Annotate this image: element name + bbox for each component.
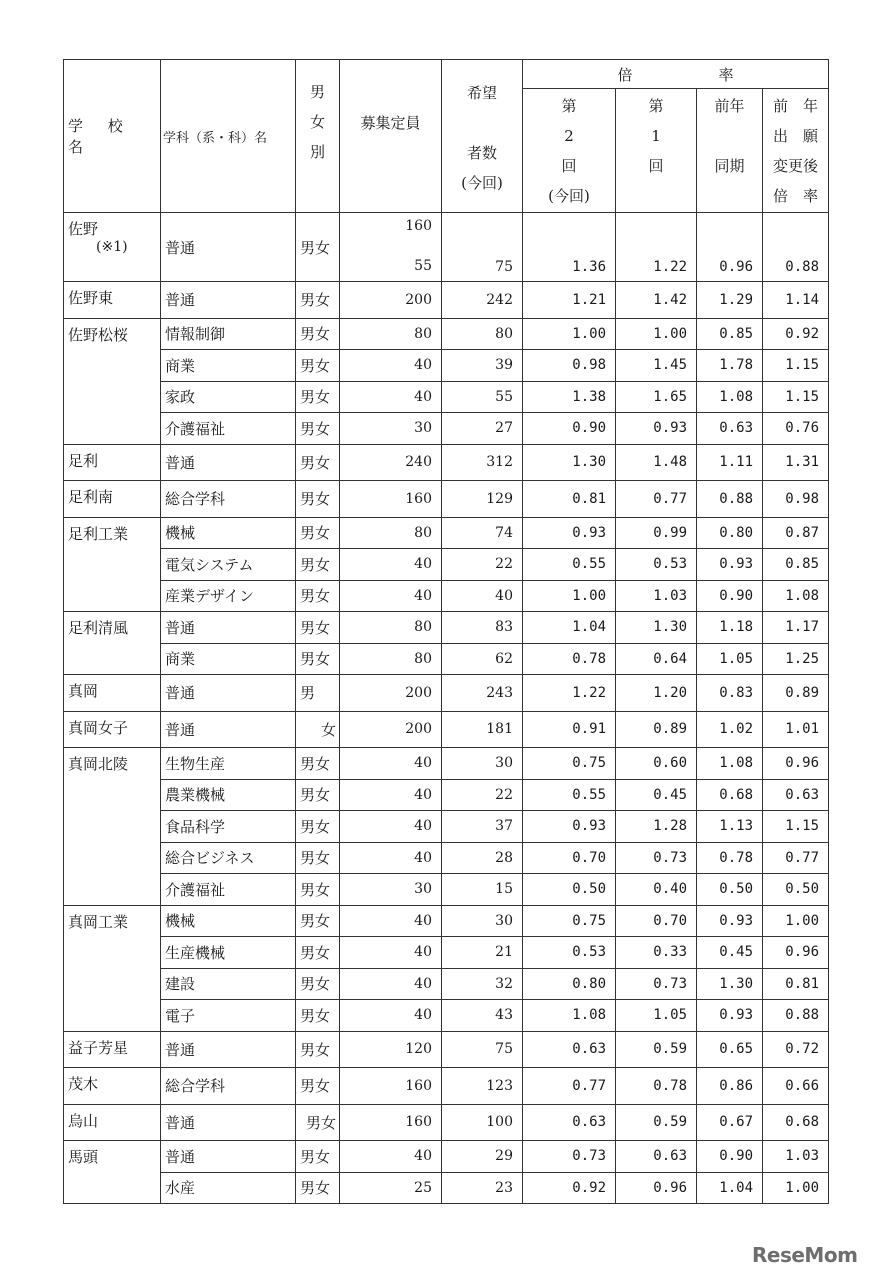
capacity-cell: 40 [340, 968, 442, 1000]
ratio-prev-cell: 1.11 [697, 444, 763, 481]
sex-cell: 男女 [296, 444, 340, 481]
ratio-round1-cell: 1.42 [616, 282, 697, 319]
sex-cell: 男女 [296, 413, 340, 445]
ratio-round2-cell: 0.78 [523, 643, 616, 675]
department-name: 産業デザイン [161, 580, 296, 612]
capacity-cell: 160 [340, 481, 442, 518]
school-name: 佐野東 [64, 282, 161, 319]
ratio-prev-cell: 0.93 [697, 1000, 763, 1032]
ratio-round2-cell: 0.90 [523, 413, 616, 445]
department-name: 電気システム [161, 549, 296, 581]
applicants-cell: 80 [442, 318, 523, 350]
capacity-cell: 240 [340, 444, 442, 481]
ratio-prev-cell: 0.90 [697, 580, 763, 612]
applicants-cell: 75 [442, 1031, 523, 1068]
ratio-round1-cell: 1.45 [616, 350, 697, 382]
applicants-cell: 40 [442, 580, 523, 612]
applicants-cell: 312 [442, 444, 523, 481]
school-name: 茂木 [64, 1068, 161, 1105]
ratio-round1-cell: 0.93 [616, 413, 697, 445]
sex-cell: 男女 [296, 350, 340, 382]
ratio-prev-after-cell: 1.15 [763, 381, 829, 413]
applicants-cell: 27 [442, 413, 523, 445]
table-row [64, 905, 829, 937]
capacity-cell: 40 [340, 549, 442, 581]
applicants-cell: 29 [442, 1141, 523, 1173]
sex-cell: 男女 [296, 1141, 340, 1173]
ratio-prev-cell: 1.13 [697, 811, 763, 843]
table-row [64, 968, 829, 1000]
ratio-round1-cell: 0.77 [616, 481, 697, 518]
ratio-round1-cell: 0.70 [616, 905, 697, 937]
table-row [64, 444, 829, 481]
sex-cell: 男女 [296, 874, 340, 906]
ratio-round1-cell: 1.22 [616, 213, 697, 282]
ratio-round1-cell: 1.48 [616, 444, 697, 481]
applicants-cell: 243 [442, 675, 523, 712]
table-row [64, 350, 829, 382]
capacity-cell: 40 [340, 1141, 442, 1173]
applicants-cell: 15 [442, 874, 523, 906]
ratio-round2-cell: 0.93 [523, 517, 616, 549]
table-body [64, 213, 829, 1204]
header-dept: 学科（系・科）名 [161, 60, 296, 213]
table-row [64, 748, 829, 780]
ratio-prev-after-cell: 0.63 [763, 779, 829, 811]
department-name: 機械 [161, 905, 296, 937]
capacity-cell: 40 [340, 905, 442, 937]
ratio-prev-cell: 1.04 [697, 1172, 763, 1204]
ratio-prev-cell: 0.45 [697, 937, 763, 969]
school-note: (※1) [96, 239, 128, 255]
table-row [64, 517, 829, 549]
applicants-cell: 242 [442, 282, 523, 319]
ratio-round1-cell: 1.05 [616, 1000, 697, 1032]
table-row [64, 549, 829, 581]
ratio-round2-cell: 0.53 [523, 937, 616, 969]
ratio-round1-cell: 0.64 [616, 643, 697, 675]
ratio-prev-after-cell: 1.01 [763, 711, 829, 748]
ratio-prev-cell: 0.88 [697, 481, 763, 518]
ratio-round2-cell: 0.55 [523, 549, 616, 581]
ratio-prev-after-cell: 0.76 [763, 413, 829, 445]
ratio-round1-cell: 1.65 [616, 381, 697, 413]
ratio-prev-after-cell: 0.88 [763, 1000, 829, 1032]
applicants-cell: 75 [442, 213, 523, 282]
ratio-prev-cell: 0.78 [697, 842, 763, 874]
ratio-prev-cell: 0.93 [697, 905, 763, 937]
header-round1: 第 1 回 [616, 89, 697, 213]
header-round2: 第 2 回 (今回) [523, 89, 616, 213]
applicants-cell: 28 [442, 842, 523, 874]
capacity-cell: 80 [340, 612, 442, 644]
school-name: 足利清風 [64, 612, 161, 675]
ratio-round2-cell: 1.00 [523, 318, 616, 350]
ratio-prev-cell: 0.83 [697, 675, 763, 712]
department-name: 総合学科 [161, 481, 296, 518]
ratio-round2-cell: 0.55 [523, 779, 616, 811]
sex-cell: 男女 [296, 612, 340, 644]
applicants-cell: 43 [442, 1000, 523, 1032]
school-name: 真岡 [64, 675, 161, 712]
department-name: 商業 [161, 350, 296, 382]
applicants-cell: 30 [442, 748, 523, 780]
ratio-round2-cell: 0.75 [523, 748, 616, 780]
ratio-round2-cell: 0.81 [523, 481, 616, 518]
table-row [64, 779, 829, 811]
applicants-cell: 83 [442, 612, 523, 644]
department-name: 普通 [161, 444, 296, 481]
table-row [64, 481, 829, 518]
applicants-cell: 23 [442, 1172, 523, 1204]
sex-cell: 男女 [296, 842, 340, 874]
capacity-cell: 160 [340, 1104, 442, 1141]
applicants-cell: 21 [442, 937, 523, 969]
ratio-round1-cell: 0.59 [616, 1031, 697, 1068]
capacity-cell: 200 [340, 675, 442, 712]
ratio-round2-cell: 1.38 [523, 381, 616, 413]
table-row [64, 675, 829, 712]
department-name: 普通 [161, 612, 296, 644]
capacity-cell: 40 [340, 779, 442, 811]
school-name: 真岡北陵 [64, 748, 161, 906]
sex-cell: 男女 [296, 643, 340, 675]
ratio-prev-after-cell: 0.87 [763, 517, 829, 549]
applicants-cell: 129 [442, 481, 523, 518]
ratio-round1-cell: 0.33 [616, 937, 697, 969]
ratio-prev-after-cell: 0.96 [763, 937, 829, 969]
school-name: 足利南 [64, 481, 161, 518]
ratio-round2-cell: 0.75 [523, 905, 616, 937]
ratio-round1-cell: 0.96 [616, 1172, 697, 1204]
ratio-round1-cell: 1.30 [616, 612, 697, 644]
school-name: 真岡工業 [64, 905, 161, 1031]
ratio-round1-cell: 1.28 [616, 811, 697, 843]
header-prev-after: 前 年 出 願 変更後 倍 率 [763, 89, 829, 213]
capacity-cell: 80 [340, 318, 442, 350]
ratio-round1-cell: 1.03 [616, 580, 697, 612]
department-name: 農業機械 [161, 779, 296, 811]
department-name: 生物生産 [161, 748, 296, 780]
ratio-round1-cell: 0.63 [616, 1141, 697, 1173]
header-applicants: 希望 者数 (今回) [442, 60, 523, 213]
ratio-round1-cell: 0.99 [616, 517, 697, 549]
table-row [64, 842, 829, 874]
capacity-cell: 160 [340, 1068, 442, 1105]
school-name: 益子芳星 [64, 1031, 161, 1068]
ratio-round2-cell: 0.91 [523, 711, 616, 748]
sex-cell: 男女 [296, 213, 340, 282]
ratio-round2-cell: 0.73 [523, 1141, 616, 1173]
table-row [64, 1172, 829, 1204]
sex-cell: 男女 [296, 580, 340, 612]
applicants-cell: 22 [442, 549, 523, 581]
ratio-prev-cell: 0.65 [697, 1031, 763, 1068]
ratio-prev-after-cell: 0.66 [763, 1068, 829, 1105]
capacity-cell: 30 [340, 413, 442, 445]
table-row [64, 1031, 829, 1068]
ratio-prev-after-cell: 0.92 [763, 318, 829, 350]
department-name: 普通 [161, 675, 296, 712]
department-name: 商業 [161, 643, 296, 675]
sex-cell: 男女 [296, 968, 340, 1000]
table-row [64, 643, 829, 675]
table-row [64, 282, 829, 319]
department-name: 普通 [161, 711, 296, 748]
department-name: 介護福祉 [161, 413, 296, 445]
applicants-cell: 30 [442, 905, 523, 937]
ratio-prev-after-cell: 1.14 [763, 282, 829, 319]
capacity-cell: 40 [340, 842, 442, 874]
ratio-prev-cell: 0.90 [697, 1141, 763, 1173]
ratio-round2-cell: 0.92 [523, 1172, 616, 1204]
capacity-cell: 40 [340, 381, 442, 413]
ratio-round1-cell: 0.40 [616, 874, 697, 906]
ratio-prev-cell: 1.05 [697, 643, 763, 675]
department-name: 普通 [161, 1141, 296, 1173]
ratio-prev-cell: 1.08 [697, 748, 763, 780]
ratio-round2-cell: 1.36 [523, 213, 616, 282]
applicants-cell: 37 [442, 811, 523, 843]
department-name: 電子 [161, 1000, 296, 1032]
ratio-round2-cell: 1.22 [523, 675, 616, 712]
capacity-cell: 30 [340, 874, 442, 906]
sex-cell: 男女 [296, 517, 340, 549]
sex-cell: 男女 [296, 905, 340, 937]
school-name: 佐野松桜 [64, 318, 161, 444]
ratio-round2-cell: 0.63 [523, 1104, 616, 1141]
ratio-round2-cell: 1.21 [523, 282, 616, 319]
capacity-cell: 40 [340, 350, 442, 382]
capacity-cell: 200 [340, 282, 442, 319]
department-name: 総合ビジネス [161, 842, 296, 874]
sex-cell: 男女 [296, 779, 340, 811]
ratio-prev-cell: 0.68 [697, 779, 763, 811]
sex-cell: 男女 [296, 318, 340, 350]
ratio-prev-cell: 1.29 [697, 282, 763, 319]
capacity-cell: 40 [340, 811, 442, 843]
department-name: 建設 [161, 968, 296, 1000]
ratio-prev-after-cell: 1.00 [763, 1172, 829, 1204]
ratio-prev-after-cell: 0.85 [763, 549, 829, 581]
school-name: 佐野 (※1) [64, 213, 161, 282]
school-name: 烏山 [64, 1104, 161, 1141]
sex-cell: 男女 [296, 748, 340, 780]
department-name: 水産 [161, 1172, 296, 1204]
ratio-prev-after-cell: 0.96 [763, 748, 829, 780]
table-row [64, 1000, 829, 1032]
header-school: 学 校 名 [64, 60, 161, 213]
capacity-cell: 25 [340, 1172, 442, 1204]
table-row [64, 612, 829, 644]
table-row [64, 318, 829, 350]
capacity-cell: 40 [340, 1000, 442, 1032]
ratio-prev-after-cell: 0.68 [763, 1104, 829, 1141]
ratio-round1-cell: 0.73 [616, 842, 697, 874]
applicants-cell: 55 [442, 381, 523, 413]
ratio-prev-after-cell: 0.89 [763, 675, 829, 712]
ratio-prev-after-cell: 0.50 [763, 874, 829, 906]
sex-cell: 男女 [296, 381, 340, 413]
ratio-round2-cell: 0.77 [523, 1068, 616, 1105]
ratio-prev-cell: 1.08 [697, 381, 763, 413]
department-name: 情報制御 [161, 318, 296, 350]
school-name: 足利工業 [64, 517, 161, 612]
ratio-round1-cell: 0.60 [616, 748, 697, 780]
sex-cell: 男女 [296, 549, 340, 581]
ratio-round2-cell: 1.08 [523, 1000, 616, 1032]
ratio-round1-cell: 1.20 [616, 675, 697, 712]
ratio-prev-after-cell: 1.17 [763, 612, 829, 644]
ratio-round1-cell: 0.45 [616, 779, 697, 811]
ratio-prev-cell: 0.85 [697, 318, 763, 350]
department-name: 普通 [161, 1031, 296, 1068]
school-name: 真岡女子 [64, 711, 161, 748]
ratio-round2-cell: 0.93 [523, 811, 616, 843]
ratio-prev-cell: 0.80 [697, 517, 763, 549]
ratio-prev-after-cell: 0.72 [763, 1031, 829, 1068]
ratio-prev-cell: 0.86 [697, 1068, 763, 1105]
applicants-cell: 22 [442, 779, 523, 811]
applicants-cell: 62 [442, 643, 523, 675]
sex-cell: 女 [296, 711, 340, 748]
sex-cell: 男女 [296, 282, 340, 319]
ratio-prev-after-cell: 1.00 [763, 905, 829, 937]
ratio-prev-after-cell: 1.03 [763, 1141, 829, 1173]
ratio-prev-after-cell: 1.31 [763, 444, 829, 481]
ratio-round2-cell: 1.30 [523, 444, 616, 481]
table-row [64, 381, 829, 413]
ratio-prev-after-cell: 1.08 [763, 580, 829, 612]
capacity-cell: 40 [340, 748, 442, 780]
department-name: 普通 [161, 282, 296, 319]
sex-cell: 男女 [296, 1068, 340, 1105]
sex-cell: 男女 [296, 1031, 340, 1068]
department-name: 総合学科 [161, 1068, 296, 1105]
capacity-cell [340, 213, 442, 282]
ratio-round2-cell: 1.00 [523, 580, 616, 612]
ratio-prev-cell: 0.96 [697, 213, 763, 282]
ratio-round2-cell: 0.50 [523, 874, 616, 906]
header-capacity: 募集定員 [340, 60, 442, 213]
ratio-prev-cell: 0.93 [697, 549, 763, 581]
department-name: 介護福祉 [161, 874, 296, 906]
capacity-cell: 40 [340, 580, 442, 612]
table-row [64, 1104, 829, 1141]
sex-cell: 男女 [296, 1000, 340, 1032]
table-row [64, 1141, 829, 1173]
department-name: 普通 [161, 1104, 296, 1141]
department-name: 機械 [161, 517, 296, 549]
ratio-prev-cell: 1.02 [697, 711, 763, 748]
capacity-cell: 80 [340, 643, 442, 675]
ratio-round2-cell: 0.80 [523, 968, 616, 1000]
applicants-cell: 181 [442, 711, 523, 748]
school-name: 足利 [64, 444, 161, 481]
header-ratio-group: 倍 率 [523, 60, 829, 89]
department-name: 普通 [161, 213, 296, 282]
table-row [64, 937, 829, 969]
school-name: 馬頭 [64, 1141, 161, 1204]
ratio-round2-cell: 0.70 [523, 842, 616, 874]
sex-cell: 男 [296, 675, 340, 712]
ratio-prev-after-cell: 1.25 [763, 643, 829, 675]
ratio-prev-cell: 1.78 [697, 350, 763, 382]
table-header [64, 60, 829, 213]
sex-cell: 男女 [296, 1104, 340, 1141]
table-row [64, 811, 829, 843]
resemom-logo: ReseMom [752, 1243, 858, 1267]
ratio-prev-cell: 0.50 [697, 874, 763, 906]
ratio-round1-cell: 0.78 [616, 1068, 697, 1105]
ratio-round1-cell: 0.73 [616, 968, 697, 1000]
table-row [64, 711, 829, 748]
ratio-prev-cell: 0.67 [697, 1104, 763, 1141]
ratio-round2-cell: 0.63 [523, 1031, 616, 1068]
capacity-cell: 80 [340, 517, 442, 549]
ratio-prev-after-cell: 1.15 [763, 350, 829, 382]
ratio-round2-cell: 1.04 [523, 612, 616, 644]
applicants-cell: 74 [442, 517, 523, 549]
applicants-cell: 100 [442, 1104, 523, 1141]
sex-cell: 男女 [296, 811, 340, 843]
department-name: 生産機械 [161, 937, 296, 969]
header-sex: 男 女 別 [296, 60, 340, 213]
table-row [64, 874, 829, 906]
ratio-prev-cell: 1.18 [697, 612, 763, 644]
sex-cell: 男女 [296, 937, 340, 969]
ratio-prev-after-cell: 0.77 [763, 842, 829, 874]
admission-ratio-table [63, 59, 829, 1204]
ratio-prev-cell: 0.63 [697, 413, 763, 445]
capacity-cell: 120 [340, 1031, 442, 1068]
ratio-round1-cell: 0.53 [616, 549, 697, 581]
department-name: 食品科学 [161, 811, 296, 843]
header-prev-same: 前年 同期 [697, 89, 763, 213]
ratio-prev-after-cell: 0.98 [763, 481, 829, 518]
applicants-cell: 123 [442, 1068, 523, 1105]
capacity-cell: 40 [340, 937, 442, 969]
ratio-prev-after-cell: 0.88 [763, 213, 829, 282]
ratio-prev-after-cell: 0.81 [763, 968, 829, 1000]
table-row [64, 580, 829, 612]
department-name: 家政 [161, 381, 296, 413]
ratio-round2-cell: 0.98 [523, 350, 616, 382]
applicants-cell: 39 [442, 350, 523, 382]
capacity-value: 55 [414, 258, 432, 274]
capacity-top-value: 160 [405, 218, 432, 234]
ratio-round1-cell: 0.59 [616, 1104, 697, 1141]
ratio-round1-cell: 0.89 [616, 711, 697, 748]
ratio-prev-cell: 1.30 [697, 968, 763, 1000]
applicants-cell: 32 [442, 968, 523, 1000]
sex-cell: 男女 [296, 1172, 340, 1204]
table-row [64, 213, 829, 282]
capacity-cell: 200 [340, 711, 442, 748]
ratio-round1-cell: 1.00 [616, 318, 697, 350]
table-row [64, 413, 829, 445]
table-row [64, 1068, 829, 1105]
sex-cell: 男女 [296, 481, 340, 518]
ratio-prev-after-cell: 1.15 [763, 811, 829, 843]
